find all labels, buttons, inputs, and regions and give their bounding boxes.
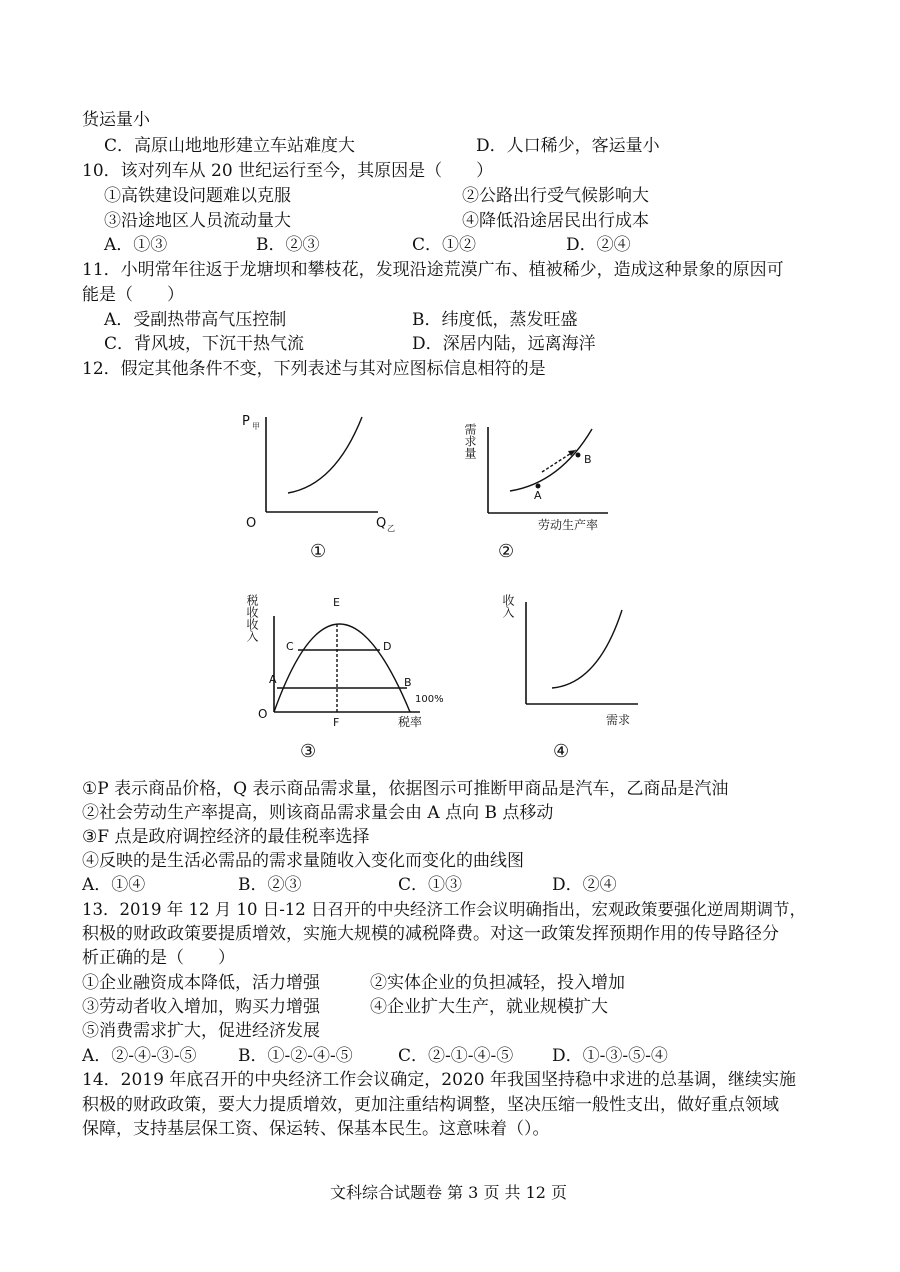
- fig2-point-a: A: [534, 489, 542, 502]
- q11-stem-line2: 能是（ ）: [82, 285, 184, 305]
- q13-option-d: D．①-③-⑤-④: [552, 1046, 668, 1066]
- figure-3-laffer-curve: [245, 586, 452, 736]
- q12-option-a: A．①④: [82, 875, 146, 895]
- q13-statement-4: ④企业扩大生产，就业规模扩大: [370, 997, 608, 1017]
- q9-option-c: C．高原山地地形建立车站难度大: [104, 136, 356, 156]
- fig3-x-label: 税率: [398, 715, 423, 729]
- q13-statement-2: ②实体企业的负担减轻，投入增加: [370, 973, 625, 993]
- figure-1-price-quantity: [240, 405, 400, 535]
- q14-stem-line1: 14．2019 年底召开的中央经济工作会议确定，2020 年我国坚持稳中求进的总基调，继续实施: [82, 1070, 796, 1090]
- q10-option-b: B．②③: [256, 235, 320, 255]
- q12-statement-2: ②社会劳动生产率提高，则该商品需求量会由 A 点向 B 点移动: [82, 803, 554, 823]
- q10-stem: 10．该对列车从 20 世纪运行至今，其原因是（ ）: [82, 161, 494, 181]
- q12-option-d: D．②④: [552, 875, 617, 895]
- fig3-100-percent: 100%: [415, 694, 444, 705]
- figure-4-caption: ④: [553, 741, 570, 762]
- q10-statement-4: ④降低沿途居民出行成本: [462, 211, 649, 231]
- q11-stem-line1: 11．小明常年往返于龙塘坝和攀枝花，发现沿途荒漠广布、植被稀少，造成这种景象的原因可: [82, 260, 784, 280]
- q10-statement-1: ①高铁建设问题难以克服: [104, 186, 291, 206]
- fig3-point-a: A: [269, 673, 277, 686]
- q12-stem: 12．假定其他条件不变，下列表述与其对应图标信息相符的是: [82, 359, 546, 379]
- fig3-point-b: B: [404, 676, 412, 689]
- figure-1-caption: ①: [310, 541, 327, 562]
- q13-option-c: C．②-①-④-⑤: [398, 1046, 514, 1066]
- q12-option-b: B．②③: [238, 875, 302, 895]
- q12-statement-4: ④反映的是生活必需品的需求量随收入变化而变化的曲线图: [82, 851, 524, 871]
- fig4-y-label: 收入: [501, 594, 515, 618]
- q9-text-line: 货运量小: [82, 110, 150, 130]
- q12-statement-3: ③F 点是政府调控经济的最佳税率选择: [82, 827, 370, 847]
- q10-statement-3: ③沿途地区人员流动量大: [104, 211, 291, 231]
- fig2-x-label: 劳动生产率: [538, 518, 599, 532]
- q10-option-a: A．①③: [104, 235, 168, 255]
- q13-stem-line3: 析正确的是（ ）: [82, 948, 235, 968]
- fig3-point-e: E: [333, 596, 340, 609]
- q12-statement-1: ①P 表示商品价格，Q 表示商品需求量，依据图示可推断甲商品是汽车，乙商品是汽油: [82, 779, 729, 799]
- q13-statement-1: ①企业融资成本降低，活力增强: [82, 973, 320, 993]
- fig3-point-c: C: [286, 640, 294, 653]
- figure-3-caption: ③: [300, 741, 317, 762]
- fig1-y-subscript: 甲: [252, 422, 260, 431]
- figure-4-income-demand: [500, 586, 660, 736]
- q14-stem-line3: 保障，支持基层保工资、保运转、保基本民生。这意味着（）。: [82, 1119, 550, 1139]
- fig3-point-f: F: [333, 716, 340, 729]
- q11-option-b: B．纬度低，蒸发旺盛: [412, 310, 578, 330]
- page-footer: 文科综合试题卷 第 3 页 共 12 页: [330, 1183, 568, 1202]
- q13-option-a: A．②-④-③-⑤: [82, 1046, 197, 1066]
- q11-option-a: A．受副热带高气压控制: [104, 310, 287, 330]
- q10-statement-2: ②公路出行受气候影响大: [462, 186, 649, 206]
- fig2-point-b: B: [584, 453, 592, 466]
- fig1-x-subscript: 乙: [387, 524, 395, 533]
- q10-option-d: D．②④: [566, 235, 631, 255]
- q13-stem-line2: 积极的财政政策要提质增效，实施大规模的减税降费。对这一政策发挥预期作用的传导路径分: [82, 924, 779, 944]
- q12-option-c: C．①③: [398, 875, 463, 895]
- q9-option-d: D．人口稀少，客运量小: [476, 136, 660, 156]
- q13-statement-3: ③劳动者收入增加，购买力增强: [82, 997, 320, 1017]
- q13-statement-5: ⑤消费需求扩大，促进经济发展: [82, 1021, 320, 1041]
- q10-option-c: C．①②: [412, 235, 477, 255]
- figure-2-demand-productivity: [460, 405, 620, 535]
- q11-option-c: C．背风坡，下沉干热气流: [104, 334, 305, 354]
- fig3-point-d: D: [383, 640, 392, 653]
- q13-option-b: B．①-②-④-⑤: [238, 1046, 353, 1066]
- q14-stem-line2: 积极的财政政策，要大力提质增效，更加注重结构调整，坚决压缩一般性支出，做好重点领域: [82, 1095, 779, 1115]
- q11-option-d: D．深居内陆，远离海洋: [412, 334, 596, 354]
- fig4-x-label: 需求: [606, 713, 631, 727]
- fig1-x-label: Q: [376, 516, 387, 531]
- fig2-y-label: 需求量: [463, 423, 477, 459]
- fig3-origin: O: [258, 707, 268, 721]
- fig1-y-label: P: [242, 414, 250, 429]
- q13-stem-line1: 13．2019 年 12 月 10 日-12 日召开的中央经济工作会议明确指出，宏观政策要强化逆周期调节，: [82, 900, 807, 919]
- fig1-origin: O: [246, 516, 257, 531]
- fig3-y-label: 税收收入: [245, 594, 259, 642]
- figure-2-caption: ②: [498, 541, 515, 562]
